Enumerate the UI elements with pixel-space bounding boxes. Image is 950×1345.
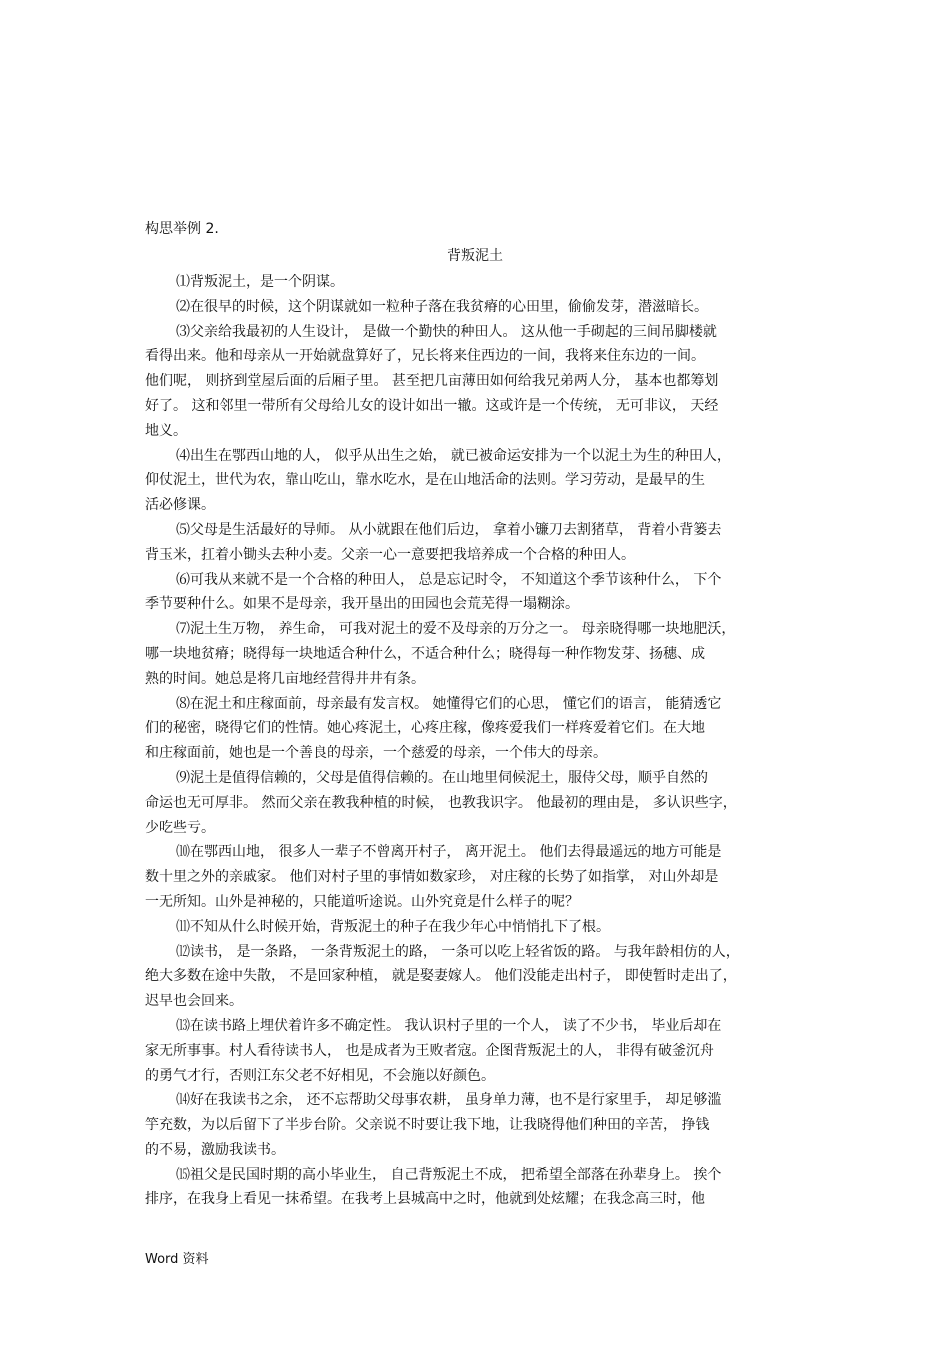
text-line: ⑸父母是生活最好的导师。 从小就跟在他们后边， 拿着小镰刀去割猪草， 背着小背篓去 (176, 521, 722, 538)
text-line: ⑾不知从什么时候开始，背叛泥土的种子在我少年心中悄悄扎下了根。 (176, 918, 610, 935)
essay-body (145, 270, 815, 1212)
text-line: ⑽在鄂西山地， 很多人一辈子不曾离开村子， 离开泥土。 他们去得最遥远的地方可能是 (176, 844, 722, 861)
text-line: 地义。 (145, 422, 187, 439)
page-footer: Word 资料 (145, 1252, 209, 1267)
text-line: ⑻在泥土和庄稼面前，母亲最有发言权。 她懂得它们的心思， 懂它们的语言， 能猜透它 (176, 695, 722, 712)
text-line: 仰仗泥土，世代为农，靠山吃山，靠水吃水，是在山地活命的法则。学习劳动，是最早的生 (145, 472, 705, 489)
text-line: 数十里之外的亲戚家。 他们对村子里的事情如数家珍， 对庄稼的长势了如指掌， 对山外却是 (145, 869, 719, 886)
text-line: 少吃些亏。 (145, 819, 215, 836)
example-heading: 构思举例 2. (145, 221, 219, 237)
text-line: 一无所知。山外是神秘的，只能道听途说。山外究竟是什么样子的呢？ (145, 893, 579, 910)
text-line: 哪一块地贫瘠；晓得每一块地适合种什么，不适合种什么；晓得每一种作物发芽、扬穗、成 (145, 645, 705, 662)
text-line: 好了。 这和邻里一带所有父母给儿女的设计如出一辙。这或许是一个传统， 无可非议， 天经 (145, 397, 719, 414)
text-line: ⒂祖父是民国时期的高小毕业生， 自己背叛泥土不成， 把希望全部落在孙辈身上。 挨个 (176, 1166, 722, 1183)
text-line: 他们呢， 则挤到堂屋后面的后厢子里。 甚至把几亩薄田如何给我兄弟两人分， 基本也都筹划 (145, 373, 719, 390)
text-line: ⑵在很早的时候，这个阴谋就如一粒种子落在我贫瘠的心田里，偷偷发芽，潜滋暗长。 (176, 298, 708, 315)
text-line: 的勇气才行，否则江东父老不好相见，不会施以好颜色。 (145, 1067, 495, 1084)
text-line: 们的秘密，晓得它们的性情。她心疼泥土，心疼庄稼，像疼爱我们一样疼爱着它们。在大地 (145, 720, 705, 737)
text-line: ⑼泥土是值得信赖的，父母是值得信赖的。在山地里伺候泥土，服侍父母，顺乎自然的 (176, 769, 708, 786)
text-line: 和庄稼面前，她也是一个善良的母亲，一个慈爱的母亲，一个伟大的母亲。 (145, 745, 607, 762)
text-line: 命运也无可厚非。 然而父亲在教我种植的时候， 也教我识字。 他最初的理由是， 多认识些字， (145, 794, 737, 811)
text-line: ⒀在读书路上埋伏着许多不确定性。 我认识村子里的一个人， 读了不少书， 毕业后却在 (176, 1017, 722, 1034)
text-line: ⑹可我从来就不是一个合格的种田人， 总是忘记时令， 不知道这个季节该种什么， 下个 (176, 571, 722, 588)
text-line: 排序，在我身上看见一抹希望。在我考上县城高中之时，他就到处炫耀；在我念高三时，他 (145, 1191, 705, 1208)
text-line: 迟早也会回来。 (145, 993, 243, 1010)
text-line: 的不易，激励我读书。 (145, 1141, 285, 1158)
text-line: 熟的时间。她总是将几亩地经营得井井有条。 (145, 670, 425, 687)
text-line: ⑺泥土生万物， 养生命， 可我对泥土的爱不及母亲的万分之一。 母亲晓得哪一块地肥沃， (176, 621, 736, 638)
text-line: 绝大多数在途中失散， 不是回家种植， 就是娶妻嫁人。 他们没能走出村子， 即使暂时走出了， (145, 968, 737, 985)
essay-title: 背叛泥土 (447, 248, 503, 264)
text-line: 季节要种什么。如果不是母亲，我开垦出的田园也会荒芜得一塌糊涂。 (145, 596, 579, 613)
text-line: 背玉米，扛着小锄头去种小麦。父亲一心一意要把我培养成一个合格的种田人。 (145, 546, 635, 563)
text-line: ⑶父亲给我最初的人生设计， 是做一个勤快的种田人。 这从他一手砌起的三间吊脚楼就 (176, 323, 717, 340)
text-line: 活必修课。 (145, 497, 215, 514)
text-line: ⑿读书， 是一条路， 一条背叛泥土的路， 一条可以吃上轻省饭的路。 与我年龄相仿的人， (176, 943, 740, 960)
text-line: 看得出来。他和母亲从一开始就盘算好了，兄长将来住西边的一间，我将来住东边的一间。 (145, 348, 705, 365)
text-line: ⒁好在我读书之余， 还不忘帮助父母事农耕， 虽身单力薄，也不是行家里手， 却足够滥 (176, 1092, 722, 1109)
text-line: ⑴背叛泥土，是一个阴谋。 (176, 274, 344, 290)
text-line: 家无所事事。村人看待读书人， 也是成者为王败者寇。企图背叛泥土的人， 非得有破釜沉舟 (145, 1042, 714, 1059)
text-line: 竽充数，为以后留下了半步台阶。父亲说不时要让我下地，让我晓得他们种田的辛苦， 挣钱 (145, 1117, 710, 1134)
text-line: ⑷出生在鄂西山地的人， 似乎从出生之始， 就已被命运安排为一个以泥土为生的种田人， (176, 447, 731, 464)
